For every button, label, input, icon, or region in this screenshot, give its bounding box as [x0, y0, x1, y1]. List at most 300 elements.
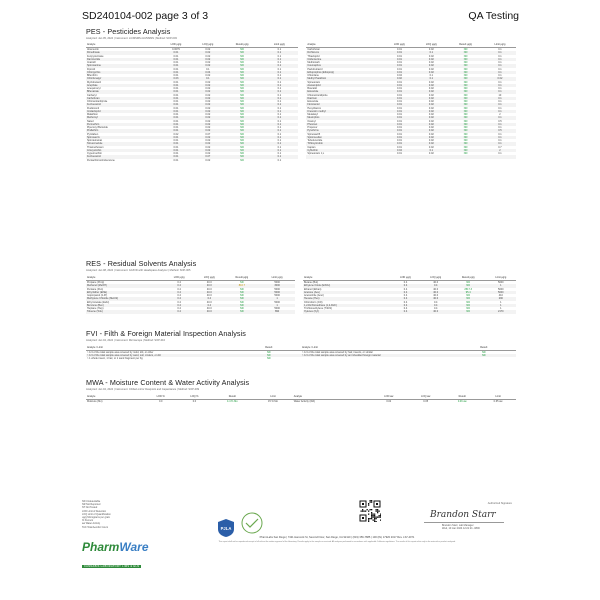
result-value: ND: [240, 300, 244, 304]
result-value: ND: [451, 304, 486, 307]
analyte-name: Pentachloronitrobenzene: [87, 158, 115, 162]
analyte-name: Spiromesifen: [302, 136, 383, 139]
table-cell: 0.02: [192, 90, 224, 93]
table-cell: 15 % Mo: [268, 400, 278, 403]
section-meta: Analyzed: Jan 04, 2024 | Instrument: Microscope | Method: SOP-010: [86, 339, 166, 342]
table-cell: 40.0: [421, 291, 451, 294]
table-cell: 0.02: [205, 113, 211, 116]
table-cell: 0.1: [484, 97, 516, 100]
table-cell: 0.01: [160, 90, 192, 93]
analyte-name: Xylenes (Xyl): [299, 310, 390, 313]
analyte-name: Imidacloprid: [86, 110, 160, 113]
table-cell: 0.1: [484, 142, 516, 145]
table-cell: 0.02: [205, 80, 211, 84]
table-cell: 3000: [259, 284, 299, 287]
table-cell: 0.02: [428, 145, 434, 149]
analyte-name: Imazalil: [87, 61, 96, 64]
table-cell: 0.01: [384, 51, 416, 54]
table-cell: 0.1: [260, 126, 302, 129]
analyte-name: Fenhexamid: [86, 103, 160, 106]
column-header: LOD µg/g: [384, 41, 416, 48]
table-row: [86, 310, 516, 313]
table-cell: 0.1: [484, 84, 516, 87]
column-header: LOD µg/g: [390, 274, 420, 281]
result-value: ND: [237, 354, 302, 357]
analyte-name: Pentane (Pen): [87, 287, 104, 291]
result-value: 2517.3: [464, 287, 473, 291]
analyte-name: Thiacloprid: [307, 54, 320, 58]
analyte-name: Spinetoram: [307, 80, 321, 84]
criterion-text: > 1/4 of the total sample area covered by hair, insects, or similar: [302, 351, 373, 354]
result-value: ND: [463, 126, 468, 129]
table-cell: Water Activity (WA): [293, 400, 316, 403]
analyte-name: Chlorpyrifos: [86, 71, 160, 74]
analyte-name: Acetonitrile (Acet): [304, 294, 324, 297]
table-cell: 0.01: [397, 145, 402, 149]
table-cell: 0.1: [260, 107, 302, 110]
section-meta: Analyzed: Jan 08, 2024 | Instrument: GC/FID with Headspace Analyzer | Method: SOP-005: [86, 269, 191, 272]
table-cell: 0.01: [397, 54, 402, 58]
analyte-name: Butane (But): [304, 281, 319, 284]
table-cell: 0.02: [192, 51, 224, 54]
column-header: Analyte: [86, 274, 164, 281]
table-cell: 0.1: [498, 80, 502, 84]
table-row: [86, 357, 516, 360]
result-value: 0.46 aw: [457, 400, 467, 403]
analyte-name: Methiocarb: [307, 61, 320, 64]
column-header: Analyte: [299, 274, 390, 281]
table-cell: 0.1: [498, 61, 502, 64]
analyte-name: Methanol (MeOH): [86, 284, 164, 287]
table-cell: 0.02: [428, 139, 434, 142]
abbreviation-legend: [82, 500, 111, 529]
table-cell: 0.4: [194, 297, 224, 300]
handwritten-signature: Brandon Starr: [430, 510, 496, 520]
signature-label: Authorized Signature: [487, 502, 512, 505]
table-cell: 0.01: [397, 139, 402, 142]
table-cell: 0.1: [260, 159, 302, 162]
table-cell: 0.4: [403, 294, 408, 297]
criterion-text: > 1/4 of the total sample area covered by mold, dirt, or other: [87, 351, 154, 354]
table-cell: 0.01: [160, 155, 192, 158]
table-cell: 0.01: [384, 71, 416, 74]
column-header: LOQ µg/g: [194, 274, 224, 281]
table-cell: 0.01: [173, 158, 179, 162]
table-cell: 0.1: [260, 97, 302, 100]
section-title: RES - Residual Solvents Analysis: [86, 259, 197, 268]
table-cell: 0.1: [260, 120, 302, 123]
analyte-name: Boscalid: [307, 87, 317, 90]
table-cell: 0.01: [384, 90, 416, 93]
column-header: Limit: [480, 393, 516, 400]
result-value: ND: [447, 71, 484, 74]
table-cell: 0.1: [260, 116, 302, 119]
analyte-name: Methyl Parathion: [302, 77, 383, 80]
table-cell: 0.1: [260, 90, 302, 93]
analyte-name: Chlorantraniliprole: [87, 100, 108, 103]
table-cell: 0.1: [498, 139, 502, 142]
analyte-name: Cyfluthrin: [302, 149, 383, 152]
seal-text: PJLA: [220, 526, 232, 531]
analyte-name: Naled: [87, 119, 94, 123]
analyte-name: Myclobutanil: [87, 80, 101, 84]
result-value: ND: [240, 67, 244, 71]
signature-date: Wed, 10 Jan 2024 12:21:21 -0800: [442, 527, 480, 530]
filth-table: [86, 344, 516, 360]
result-value: ND: [447, 64, 484, 67]
table-cell: 0.1: [415, 77, 447, 80]
qr-code-icon[interactable]: [359, 500, 381, 522]
analyte-name: Pyridaben: [87, 132, 99, 136]
table-cell: 0.02: [192, 97, 224, 100]
table-cell: 0.01: [384, 110, 416, 113]
residual-solvents-section: [86, 259, 516, 314]
result-value: ND: [451, 284, 486, 287]
table-cell: 0.01: [397, 106, 402, 110]
table-cell: 0.1: [260, 133, 302, 136]
table-cell: 0.0: [158, 400, 163, 403]
result-value: ND: [463, 119, 468, 123]
table-cell: 5000: [259, 281, 299, 285]
analyte-name: Fenhexamid: [86, 155, 160, 158]
table-cell: 0.02: [415, 97, 447, 100]
result-value: ND: [240, 93, 244, 97]
empty-cell: [447, 159, 484, 162]
column-header: Result: [211, 393, 253, 400]
result-value: ND: [447, 97, 484, 100]
table-cell: 0.03: [160, 77, 192, 80]
table-cell: 40.0: [194, 310, 224, 313]
table-cell: 0.1: [484, 136, 516, 139]
analyte-name: Coumaphos: [302, 64, 383, 67]
table-cell: 0.1: [260, 146, 302, 149]
table-cell: 0.02: [428, 87, 434, 90]
analyte-name: Fipronil: [87, 67, 96, 71]
analyte-name: Phosmet: [302, 123, 383, 126]
table-cell: 0.01: [160, 116, 192, 119]
table-cell: 0.02: [192, 64, 224, 67]
result-value: ND: [463, 152, 468, 155]
table-cell: 0.4: [164, 310, 194, 313]
analyte-name: Spinetoram J,L: [307, 152, 325, 155]
table-cell: 0.1: [498, 87, 502, 90]
analyte-name: Spirotetramat: [87, 139, 103, 142]
table-cell: 0.02: [205, 93, 211, 97]
result-value: ND: [463, 67, 468, 71]
table-cell: 0.1: [260, 110, 302, 113]
column-header: Result: [444, 393, 480, 400]
table-cell: 0.02: [415, 58, 447, 61]
analyte-name: Methylene Chloride (MeCl2): [86, 297, 164, 300]
result-value: ND: [225, 304, 260, 307]
table-cell: 0.01: [173, 67, 179, 71]
empty-cell: [384, 159, 416, 162]
analyte-name: Cypermethrin: [87, 152, 103, 155]
table-cell: 0.02: [428, 113, 434, 116]
page-footer: [82, 500, 519, 580]
table-cell: 0.1: [415, 149, 447, 152]
disclaimer-text: This report shall not be reproduced except in full without the written approval of the laboratory. Results apply to the sample as received. All analyses performed in accordance with applicable California regulations. The results of this report relate only to the material or product analyzed.: [218, 541, 456, 543]
criterion-text: > 1 whole insect, 1 hair, or 1 sand fragment per 3g: [87, 357, 143, 360]
table-cell: 0.02: [415, 142, 447, 145]
table-cell: 0.02: [428, 119, 434, 123]
result-value: ND: [224, 103, 261, 106]
legend-item: LOD Limit of Detection: [82, 509, 107, 513]
legend-item: LOQ Limit of Quantification: [82, 512, 111, 516]
analyte-name: Bifenazate: [86, 90, 160, 93]
analyte-name: Propane (Prop): [87, 281, 105, 284]
table-cell: 890: [259, 310, 299, 313]
result-value: ND: [224, 64, 261, 67]
table-cell: 1: [259, 304, 299, 307]
table-cell: 40.0: [433, 287, 439, 291]
result-value: ND: [240, 139, 244, 142]
pesticides-section: [86, 27, 516, 162]
result-value: ND: [451, 310, 486, 313]
analyte-name: Chlorfenapyr: [86, 77, 160, 80]
table-cell: 0.01: [397, 113, 402, 116]
table-cell: 0.01: [160, 149, 192, 152]
table-cell: 0.01: [173, 139, 179, 142]
analyte-name: Captan: [307, 145, 316, 149]
analyte-name: Acephate: [86, 84, 160, 87]
section-meta: Analyzed: Jan 05, 2024 | Instrument: LC/MSMS-GC/MSMS | Method: SOP-003: [86, 37, 177, 40]
result-value: 4.4 % Mo: [227, 400, 238, 403]
result-value: ND: [240, 106, 244, 110]
result-value: ND: [463, 80, 468, 84]
analyte-name: Acetone (Ace): [299, 291, 390, 294]
result-value: ND: [240, 158, 244, 162]
result-value: ND: [225, 310, 260, 313]
lab-address: PharmLabs San Diego | 7421 Hancock St, Second Floor, San Diego, CA 92110 | (619) 356-7885 | 100 (8L) 17920 2017 Rev. LS7-4071: [259, 536, 415, 539]
table-cell: 0.1: [260, 55, 302, 58]
table-cell: 0.01: [160, 58, 192, 61]
table-cell: 0.07: [205, 132, 211, 136]
result-value: ND: [240, 80, 244, 84]
table-cell: 0.01: [173, 80, 179, 84]
result-value: ND: [240, 54, 244, 58]
table-cell: 0.1: [498, 54, 502, 58]
table-cell: 2: [499, 113, 501, 116]
table-cell: 40.0: [206, 300, 212, 304]
table-cell: 1: [500, 307, 502, 310]
analyte-name: Hexythiazox: [307, 106, 321, 110]
table-cell: 0.02: [205, 126, 211, 129]
table-cell: 0.02: [415, 129, 447, 132]
column-header: Result µg/g: [451, 274, 486, 281]
result-value: ND: [463, 93, 468, 97]
table-cell: 0.01: [173, 145, 179, 149]
result-value: ND: [240, 281, 244, 284]
result-value: ND: [224, 123, 261, 126]
result-value: ND: [240, 294, 244, 297]
analyte-name: Permethrin: [86, 123, 160, 126]
moisture-section: [86, 378, 516, 403]
analyte-name: Bifenthrin: [87, 74, 98, 77]
table-cell: 0.01: [173, 74, 179, 77]
result-value: ND: [240, 152, 244, 155]
empty-cell: [415, 159, 447, 162]
table-cell: 0.02: [192, 136, 224, 139]
column-header: Analyte / Limit: [86, 344, 237, 351]
result-value: ND: [266, 357, 271, 360]
table-cell: 40.0: [194, 291, 224, 294]
table-cell: 0.1: [260, 74, 302, 77]
analyte-name: Prallethrin: [86, 129, 160, 132]
table-cell: 5000: [259, 301, 299, 304]
table-cell: 0.4: [390, 304, 420, 307]
result-value: ND: [466, 307, 471, 310]
result-value: ND: [225, 297, 260, 300]
table-cell: 0.02: [192, 110, 224, 113]
table-cell: 0.4: [177, 294, 181, 297]
column-header: Limit µg/g: [259, 274, 299, 281]
table-row: [86, 400, 516, 404]
report-id-page: SD240104-002 page 3 of 3: [82, 10, 209, 22]
column-header: LOQ %: [177, 393, 211, 400]
result-value: ND: [224, 84, 261, 87]
table-cell: 0.02: [428, 80, 434, 84]
table-cell: 0.1: [260, 139, 302, 142]
column-header: LOD µg/g: [164, 274, 194, 281]
table-cell: 0.02: [415, 110, 447, 113]
table-cell: 1: [259, 297, 299, 300]
criterion-text: > 1/4 of the total sample area covered by an imbedded foreign material: [301, 354, 452, 357]
analyte-name: Tebufenozide: [307, 139, 323, 142]
result-value: ND: [447, 77, 484, 80]
page-header: [82, 10, 519, 24]
result-value: ND: [463, 74, 468, 77]
table-cell: 0.65 aw: [493, 400, 503, 403]
result-value: [452, 357, 517, 360]
table-cell: 5000: [259, 294, 299, 297]
table-cell: 0.1: [484, 110, 516, 113]
table-cell: 5000: [259, 288, 299, 291]
table-cell: 0.1: [260, 77, 302, 80]
table-cell: 0.01: [160, 123, 192, 126]
solvents-table: [86, 274, 516, 314]
table-cell: 0.1: [498, 48, 502, 51]
table-cell: 0.01: [160, 142, 192, 145]
result-value: ND: [466, 294, 471, 297]
result-value: ND: [447, 90, 484, 93]
table-cell: 10: [498, 93, 502, 97]
table-cell: 0.01: [384, 136, 416, 139]
result-value: ND: [463, 106, 468, 110]
table-cell: 0.1: [260, 84, 302, 87]
column-header: LOD µg/g: [160, 41, 192, 48]
table-cell: 0.1: [260, 64, 302, 67]
section-title: MWA - Moisture Content & Water Activity Analysis: [86, 378, 250, 387]
column-header: Limit µg/g: [484, 41, 516, 48]
table-cell: 0.4: [433, 300, 438, 304]
analyte-name: Azoxystrobin: [86, 149, 160, 152]
analyte-name: Diazinon: [302, 97, 383, 100]
table-cell: 0.1: [498, 106, 502, 110]
result-value: ND: [447, 149, 484, 152]
result-value: ND: [447, 84, 484, 87]
table-cell: 0.1: [498, 132, 502, 136]
table-cell: 0.02: [428, 61, 434, 64]
table-cell: 40.0: [206, 294, 212, 297]
analyte-name: Abamectin: [87, 48, 99, 51]
result-value: ND: [447, 110, 484, 113]
table-cell: 0.4: [177, 307, 181, 310]
table-cell: 410: [498, 294, 503, 297]
legend-item: % Percent: [82, 519, 94, 523]
result-value: ND: [447, 51, 484, 54]
table-cell: 0.1: [484, 58, 516, 61]
result-value: ND: [466, 300, 471, 304]
analyte-name: Fludioxonil: [87, 106, 99, 110]
table-cell: 0.01: [173, 106, 179, 110]
table-cell: 0.01: [160, 51, 192, 54]
table-cell: 0.01: [160, 84, 192, 87]
table-cell: 40.0: [421, 310, 451, 313]
result-value: ND: [224, 136, 261, 139]
table-cell: 0.1: [260, 48, 302, 52]
table-cell: 0.5: [484, 129, 516, 132]
table-cell: 0.1: [484, 64, 516, 67]
table-cell: 0.01: [160, 71, 192, 74]
result-value: ND: [224, 155, 261, 158]
analyte-name: Fenpyroximate: [87, 54, 104, 58]
table-cell: 0.02: [428, 48, 434, 51]
table-cell: Moisture (Mo): [87, 400, 103, 403]
table-cell: 0.01: [397, 119, 402, 123]
table-cell: 0.0079: [172, 48, 180, 51]
table-cell: 0.02: [415, 84, 447, 87]
table-cell: 0.01: [173, 126, 179, 129]
table-cell: 0.1: [484, 103, 516, 106]
result-value: ND: [447, 142, 484, 145]
table-cell: 0.02: [205, 119, 211, 123]
table-cell: 0.1: [484, 116, 516, 119]
result-value: ND: [224, 77, 261, 80]
table-cell: 0.02: [205, 74, 211, 77]
table-cell: 0.01: [173, 119, 179, 123]
table-cell: 0.1: [260, 103, 302, 106]
analyte-name: Isopropanol (2-Pr): [87, 294, 108, 297]
legend-item: ND Undetectable: [82, 500, 101, 503]
table-cell: 0.4: [403, 300, 408, 304]
column-header: Result: [452, 344, 517, 351]
result-value: ND: [447, 116, 484, 119]
table-cell: 40.0: [206, 281, 212, 284]
table-cell: 0.01: [384, 103, 416, 106]
column-header: LOD aw: [370, 393, 407, 400]
table-cell: 0.4: [403, 307, 408, 310]
table-cell: 0.4: [164, 291, 194, 294]
result-value: ND: [224, 142, 261, 145]
table-cell: 0.1: [498, 74, 502, 77]
table-cell: 5000: [259, 291, 299, 294]
table-cell: 0.1: [192, 77, 224, 80]
analyte-name: Carbofuran: [86, 97, 160, 100]
table-cell: 0.1: [498, 100, 502, 103]
table-cell: 0.0: [192, 400, 197, 403]
table-cell: 0.5: [498, 119, 502, 123]
table-cell: 0.7: [498, 145, 502, 149]
column-header: Analyte: [293, 393, 371, 400]
table-cell: 0.1: [260, 81, 302, 84]
table-cell: 40.0: [433, 294, 439, 297]
result-value: ND: [224, 51, 261, 54]
analyte-name: Acequinocyl: [87, 87, 101, 90]
table-cell: 0.02: [428, 132, 434, 136]
table-cell: 0.02: [415, 90, 447, 93]
table-cell: 0.1: [260, 155, 302, 158]
